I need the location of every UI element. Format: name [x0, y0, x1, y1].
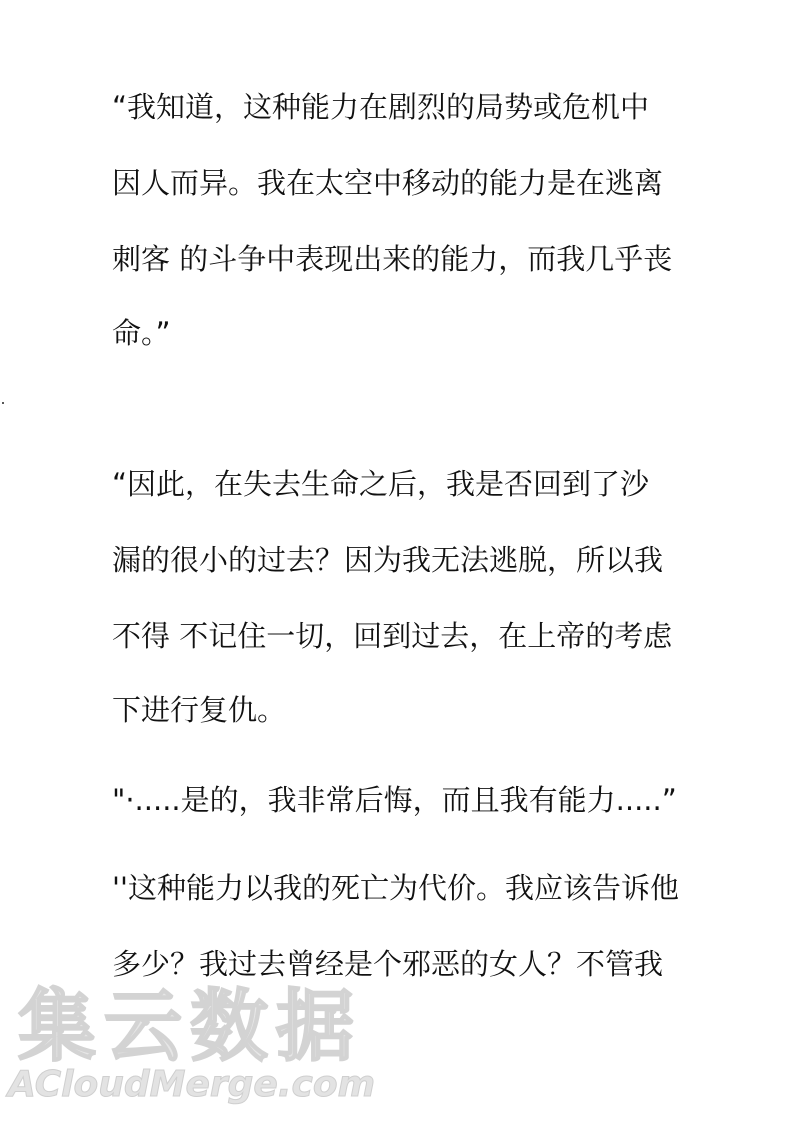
text-line: “我知道，这种能力在剧烈的局势或危机中 [112, 90, 650, 124]
watermark-chinese: 集云数据 [18, 982, 363, 1072]
text-line: 不得 不记住一切，回到过去，在上帝的考虑 [112, 619, 673, 653]
text-line: 刺客 的斗争中表现出来的能力，而我几乎丧 [112, 242, 673, 276]
text-line: 下进行复仇。 [112, 693, 287, 727]
stray-dot [2, 402, 4, 404]
text-line: 漏的很小的过去？因为我无法逃脱，所以我 [112, 543, 664, 577]
text-line: "·.....是的，我非常后悔，而且我有能力.....” [112, 783, 677, 817]
watermark-english: ACloudMerge.com [8, 1064, 376, 1105]
text-line: 因人而异。我在太空中移动的能力是在逃离 [112, 166, 664, 200]
text-line: 命。” [112, 316, 171, 350]
text-line: ''这种能力以我的死亡为代价。我应该告诉他 [112, 871, 679, 905]
text-line: 多少？我过去曾经是个邪恶的女人？不管我 [112, 947, 664, 981]
text-line: “因此，在失去生命之后，我是否回到了沙 [112, 467, 650, 501]
watermark-logo [8, 982, 388, 1110]
